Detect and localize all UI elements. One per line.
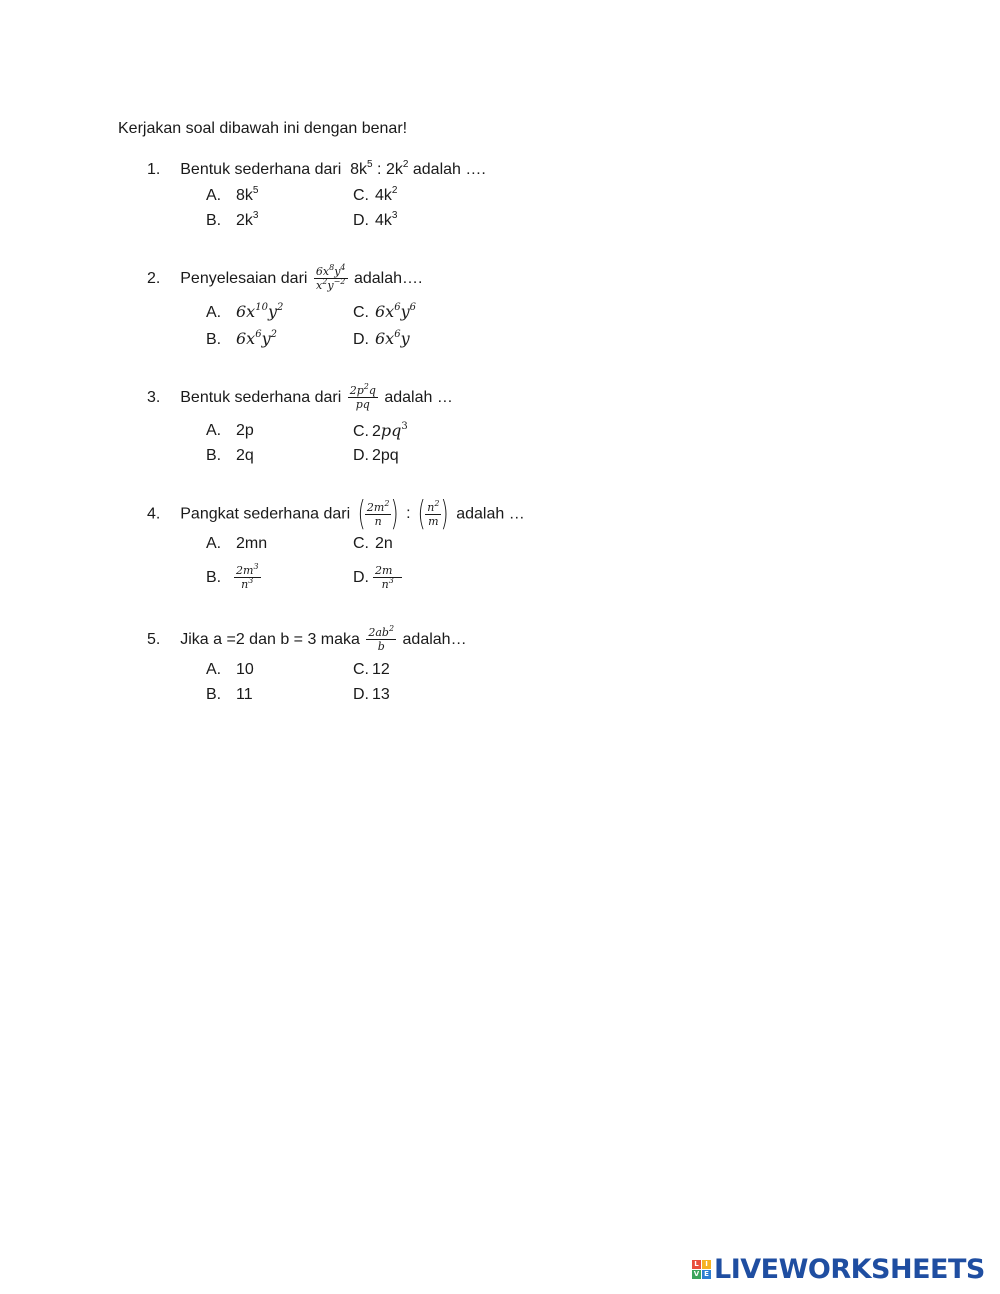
logo-squares-icon [692, 1260, 711, 1279]
option-4a[interactable]: A. 2mn [206, 535, 268, 552]
option-2b[interactable]: B. $6x^6y^2$ [206, 329, 277, 348]
logo-square: L [692, 1260, 701, 1269]
instruction-text: Kerjakan soal dibawah ini dengan benar! [118, 120, 408, 137]
question-text: Jika a =2 dan b = 3 maka [180, 631, 360, 648]
option-5d[interactable]: D. 13 [353, 686, 390, 703]
question-suffix: adalah … [456, 505, 525, 523]
question-text: Pangkat sederhana dari [180, 505, 351, 523]
question-fraction: $\frac{6x^8y^4}{x^2y^{-2}}$ [315, 263, 346, 293]
logo-square: E [702, 1270, 711, 1279]
option-3c[interactable]: C. $2pq^3$ [353, 421, 408, 440]
logo-square: V [693, 1269, 700, 1278]
option-2c[interactable]: C. $6x^6y^6$ [353, 302, 416, 321]
option-1d[interactable]: D. $4k^3$ [353, 210, 398, 229]
option-5a[interactable]: A. 10 [206, 661, 254, 678]
question-expression: $8k^5$ : $2k^2$ [350, 159, 409, 178]
question-3 [147, 378, 453, 418]
liveworksheets-logo [692, 1254, 985, 1284]
question-number: 1. [147, 161, 161, 178]
question-number: 2. [147, 270, 161, 287]
logo-square: I [702, 1260, 711, 1269]
question-text: Penyelesaian dari [180, 270, 308, 287]
question-number: 4. [147, 505, 161, 523]
question-suffix: adalah … [384, 389, 453, 406]
option-2d[interactable]: D. $6x^6y$ [353, 329, 410, 348]
question-suffix: adalah…. [353, 270, 423, 287]
option-5c[interactable]: C. 12 [353, 661, 390, 678]
option-1c[interactable]: C. $4k^2$ [353, 185, 398, 204]
option-1a[interactable]: A. $8k^5$ [206, 185, 259, 204]
question-4 [147, 494, 525, 534]
option-1b[interactable]: B. $2k^3$ [206, 210, 259, 229]
question-number: 3. [147, 389, 161, 406]
question-suffix: adalah …. [412, 161, 486, 178]
option-4d[interactable]: D. $\frac{2m}{n^3}$ [353, 558, 404, 598]
logo-text: LIVEWORKSHEETS [714, 1253, 985, 1285]
option-4c[interactable]: C. 2n [353, 535, 393, 552]
question-5 [147, 620, 467, 660]
question-fraction: $\frac{2ab^2}{b}$ [368, 624, 395, 654]
question-suffix: adalah… [402, 631, 467, 648]
question-text: Bentuk sederhana dari [180, 161, 342, 178]
option-3d[interactable]: D. 2pq [353, 447, 399, 464]
question-number: 5. [147, 631, 161, 648]
option-3a[interactable]: A. 2p [206, 422, 254, 439]
question-2 [147, 259, 422, 299]
question-text: Bentuk sederhana dari [180, 389, 342, 406]
option-2a[interactable]: A. $6x^{10}y^2$ [206, 302, 284, 321]
question-expression: ( $\frac{2m^2}{n}$ ) : ( $\frac{n^2}{m}$ ) [357, 494, 450, 534]
option-3b[interactable]: B. 2q [206, 447, 254, 464]
question-fraction: $\frac{2p^2q}{pq}$ [349, 382, 376, 412]
option-4b[interactable]: B. $\frac{2m^3}{n^3}$ [206, 562, 259, 592]
option-5b[interactable]: B. 11 [206, 686, 253, 703]
question-1 [147, 160, 486, 180]
